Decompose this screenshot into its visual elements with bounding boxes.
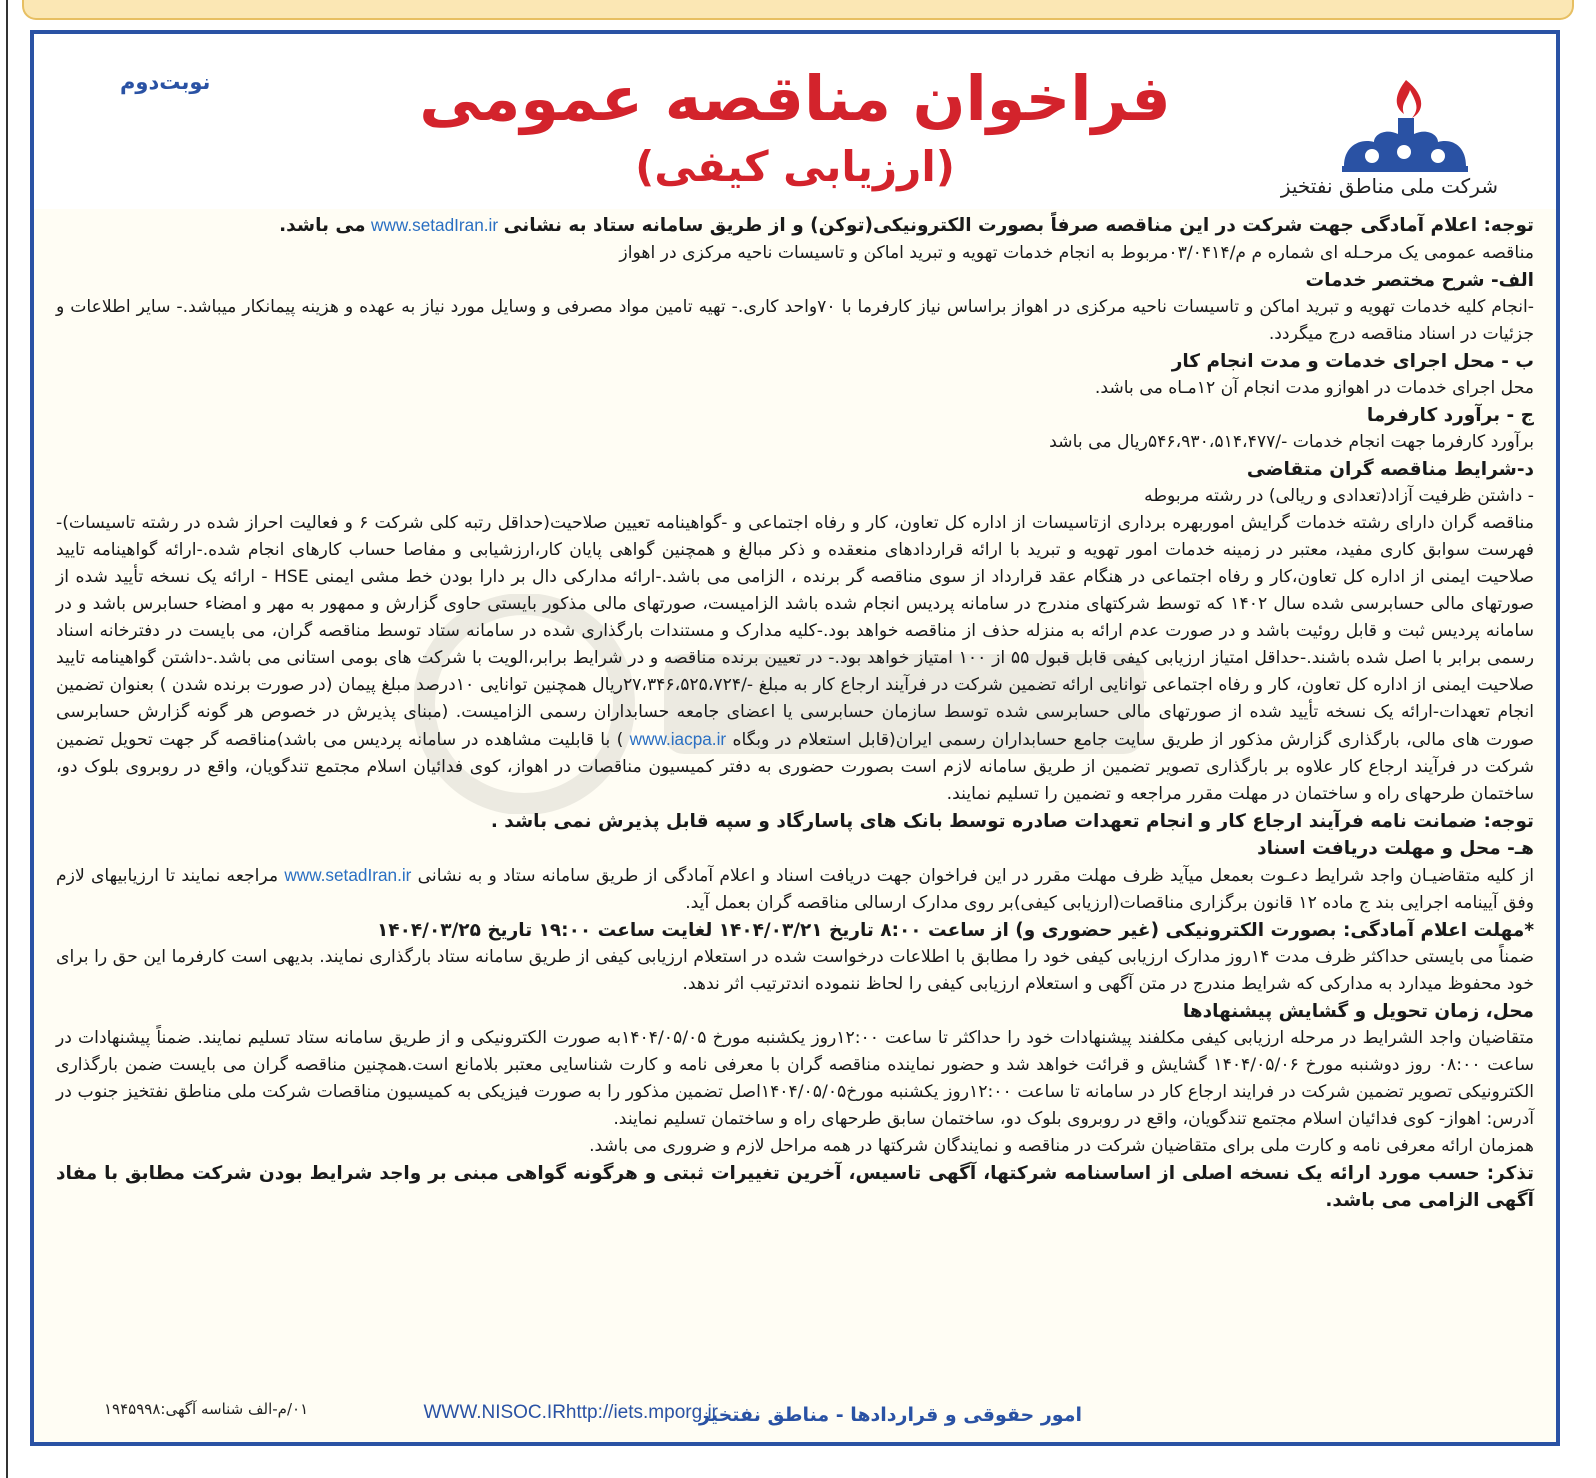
websites-link[interactable]: WWW.NISOC.IRhttp://iets.mporg.ir (423, 1402, 718, 1423)
top-strip (0, 0, 1596, 28)
section-c-text: برآورد کارفرما جهت انجام خدمات -/۵۴۶،۹۳۰،۵۱۴،۴۷۷ریال می باشد (1049, 432, 1534, 452)
reminder-paragraph: تذکر: حسب مورد ارائه یک نسخه اصلی از اساسنامه شرکتها، آگهی تاسیس، آخرین تغییرات ثبتی و هرگونه گواهی مبنی بر واجد شرایط بودن شرکت مطابق با مفاد آگهی الزامی می باشد. (56, 1163, 1534, 1211)
notice-footer (34, 1378, 1556, 1442)
section-d-text-2: مناقصه گران دارای رشته خدمات گرایش اموربهره برداری ازتاسیسات از اداره کل تعاون، کار و رفاه اجتماعی و -گواهینامه تعیین صلاحیت(حداقل رتبه کلی شرکت ۶ و فعالیت احراز شده در رشته تاسیسات)-فهرست سوابق کاری مفید، معتبر در زمینه خدمات امور تهویه و تبرید با ارائه قراردادهای منعقده و ذکر مبالغ و همچنین گواهی پایان کار،ارزشیابی و مفاصا حساب کارهای انجام شده.-ارائه گواهینامه تایید صلاحیت ایمنی از اداره کل تعاون،کار و رفاه اجتماعی در هنگام عقد قرارداد از سوی مناقصه گر برنده ، الزامی می باشد.-ارائه مدارکی دال بر دارا بودن خط مشی ایمنی HSE - ارائه یک نسخه تأیید شده از صورتهای مالی حسابرسی شده سال ۱۴۰۲ که توسط شرکتهای مندرج در سامانه پردیس انجام شده باشد الزامیست، صورتهای مالی مذکور بایستی حاوی گزارش و ممهور به مهر و امضاء حسابرس باشد و در سامانه پردیس ثبت و قابل روئیت باشد و در صورت عدم ارائه به منزله حذف از مناقصه خواهد بود.-کلیه مدارک و مستندات بارگذاری شده در سامانه ستاد توسط مناقصه گران، می بایست در دفترخانه اسناد رسمی برابر با اصل شده باشند.-حداقل امتیاز ارزیابی کیفی قابل قبول ۵۵ از ۱۰۰ امتیاز خواهد بود.- در تعیین برنده مناقصه و در شرایط برابر،الویت با شرکت های بومی استانی می باشد.-داشتن گواهینامه تایید صلاحیت ایمنی از اداره کل تعاون، کار و رفاه اجتماعی توانایی ارائه تضمین شرکت در فرآیند ارجاع کار به مبلغ -/۲۷،۳۴۶،۵۲۵،۷۲۴ریال همچنین توانایی ۱۰درصد مبلغ پیمان (در صورت برنده شدن ) بعنوان تضمین انجام تعهدات-ارائه یک نسخه تأیید شده از صورتهای مالی حسابرسی شده توسط سازمان حسابرسی یا اعضای جامعه حسابداران رسمی الزامیست. (مبنای پذیرش در خصوص هر گونه گزارش حسابرسی صورت های مالی، بارگذاری گزارش مذکور از طریق سایت جامع حسابداران رسمی ایران(قابل استعلام در وبگاه www.iacpa.ir ) با قابلیت مشاهده در سامانه پردیس می باشد)مناقصه گر جهت تحویل تضمین شرکت در فرآیند ارجاع کار علاوه بر بارگذاری تصویر تضمین از طریق سامانه لازم است بصورت حضوری به دفتر کمیسیون مناقصات در اهواز، کوی فدائیان اسلام مجتمع تندگویان، واقع در روبروی بلوک دو، ساختمان طرحهای راه و ساختمان در مهلت مقرر مراجعه و تضمین را تسلیم نمایند. (56, 513, 1534, 804)
deadline-text: ضمناً می بایستی حداکثر ظرف مدت ۱۴روز مدارک ارزیابی کیفی خود را مطابق با اطلاعات درخواست شده در استعلام ارزیابی کیفی از طریق سامانه ستاد بارگذاری نمایند. بدیهی است کارفرما این حق را برای خود محفوظ میدارد به مدارکی که شرایط مندرج در متن آگهی و استعلام ارزیابی کیفی را لحاظ ننموده اندترتیب اثر ندهد. (56, 947, 1535, 994)
notice-paragraph-1: توجه: اعلام آمادگی جهت شرکت در این مناقصه صرفاً بصورت الکترونیکی(توکن) و از طریق سامانه ستاد به نشانی www.setadIran.ir می باشد. (279, 215, 1534, 236)
nioc-logo-icon (1334, 76, 1474, 176)
left-rule (6, 0, 8, 1478)
company-name: شرکت ملی مناطق نفتخیز (1280, 174, 1498, 198)
department-label: امور حقوقی و قراردادها - مناطق نفتخیز (699, 1404, 1082, 1426)
section-e-text: از کلیه متقاضیـان واجد شرایط دعـوت بعمعل میآید ظرف مهلت مقرر در این فراخوان جهت دریافت اسناد و اعلام آمادگی از طریق سامانه ستاد و به نشانی www.setadIran.ir مراجعه نمایند تا ارزیابیهای لازم وفق آیینامه اجرایی بند ج ماده ۱۲ قانون برگزاری مناقصات(ارزیابی کیفی)بر روی مدارک ارسالی مناقصه گران بعمل آید. (56, 865, 1535, 913)
intro-paragraph: مناقصه عمومی یک مرحـله ای شماره م م/۰۳/۰۴۱۴مربوط به انجام خدمات تهویه و تبرید اماکن و تاسیسات ناحیه مرکزی در اهواز (619, 243, 1534, 263)
section-d-text-1: - داشتن ظرفیت آزاد(تعدادی و ریالی) در رشته مربوطه (1144, 486, 1534, 506)
section-e-title: هـ- محل و مهلت دریافت اسناد (1257, 838, 1534, 859)
section-f-title: محل، زمان تحویل و گشایش پیشنهادها (1182, 1001, 1534, 1022)
notice-paragraph-2: توجه: ضمانت نامه فرآیند ارجاع کار و انجام تعهدات صادره توسط بانک های پاسارگاد و سپه قابل پذیرش نمی باشد . (490, 811, 1534, 832)
section-b-title: ب - محل اجرای خدمات و مدت انجام کار (1171, 351, 1534, 372)
notice-body (56, 212, 1534, 1214)
section-f-text: متقاضیان واجد الشرایط در مرحله ارزیابی کیفی مکلفند پیشنهادات خود را حداکثر تا ساعت ۱۲:۰۰روز یکشنبه مورخ ۱۴۰۴/۰۵/۰۵به صورت الکترونیکی و از طریق سامانه ستاد تسلیم نمایند. ضمناً پیشنهادات در ساعت ۰۸:۰۰ روز دوشنبه مورخ ۱۴۰۴/۰۵/۰۶ گشایش و قرائت خواهد شد و حضور نماینده مناقصه گران با معرفی نامه و کارت شناسایی معتبر بلامانع است.همچنین مناقصه گران می بایست ضمن بارگذاری الکترونیکی تصویر تضمین شرکت در فرایند ارجاع کار در سامانه تا ساعت ۱۲:۰۰روز یکشنبه مورخ۱۴۰۴/۰۵/۰۵اصل تضمین مذکور را به صورت فیزیکی به کمیسیون مناقصات شرکت ملی مناطق نفتخیز جنوب در آدرس: اهواز- کوی فدائیان اسلام مجتمع تندگویان، واقع در روبروی بلوک دو، ساختمان سابق طرحهای راه و ساختمان تسلیم نمایند. (56, 1028, 1535, 1129)
section-c-title: ج - برآورد کارفرما (1366, 405, 1534, 426)
ad-code: ۰۱/م-الف شناسه آگهی:۱۹۴۵۹۹۸ (104, 1400, 309, 1418)
notice-frame (30, 30, 1560, 1446)
notice-header (34, 34, 1556, 209)
section-d-title: د-شرایط مناقصه گران متقاضی (1246, 459, 1534, 480)
deadline-line: *مهلت اعلام آمادگی: بصورت الکترونیکی (غیر حضوری و) از ساعت ۸:۰۰ تاریخ ۱۴۰۴/۰۳/۲۱ لغایت ساعت ۱۹:۰۰ تاریخ ۱۴۰۴/۰۳/۲۵ (377, 920, 1534, 941)
round-label: نوبت‌دوم (120, 70, 211, 94)
section-a-title: الف- شرح مختصر خدمات (1305, 270, 1534, 291)
setad-link-2[interactable]: www.setadIran.ir (284, 865, 412, 885)
section-a-text: -انجام کلیه خدمات تهویه و تبرید اماکن و تاسیسات ناحیه مرکزی در اهواز براساس نیاز کارفرما با ۷۰واحد کاری.- تهیه تامین مواد مصرفی و وسایل مورد نیاز به عهده و هزینه پیمانکار میباشد.- سایر اطلاعات و جزئیات در اسناد مناقصه درج میگردد. (56, 297, 1534, 344)
top-yellow-bar (22, 0, 1574, 20)
notice-title: فراخوان مناقصه عمومی (419, 62, 1171, 135)
setad-link[interactable]: www.setadIran.ir (371, 215, 499, 235)
section-b-text: محل اجرای خدمات در اهوازو مدت انجام آن ۱۲مـاه می باشد. (1094, 378, 1534, 398)
notice-subtitle: (ارزیابی کیفی) (635, 142, 955, 191)
id-note: همزمان ارائه معرفی نامه و کارت ملی برای متقاضیان شرکت در مناقصه و نمایندگان شرکتها در همه مراحل لازم و ضروری می باشد. (589, 1136, 1534, 1156)
iacpa-link[interactable]: www.iacpa.ir (629, 729, 727, 749)
